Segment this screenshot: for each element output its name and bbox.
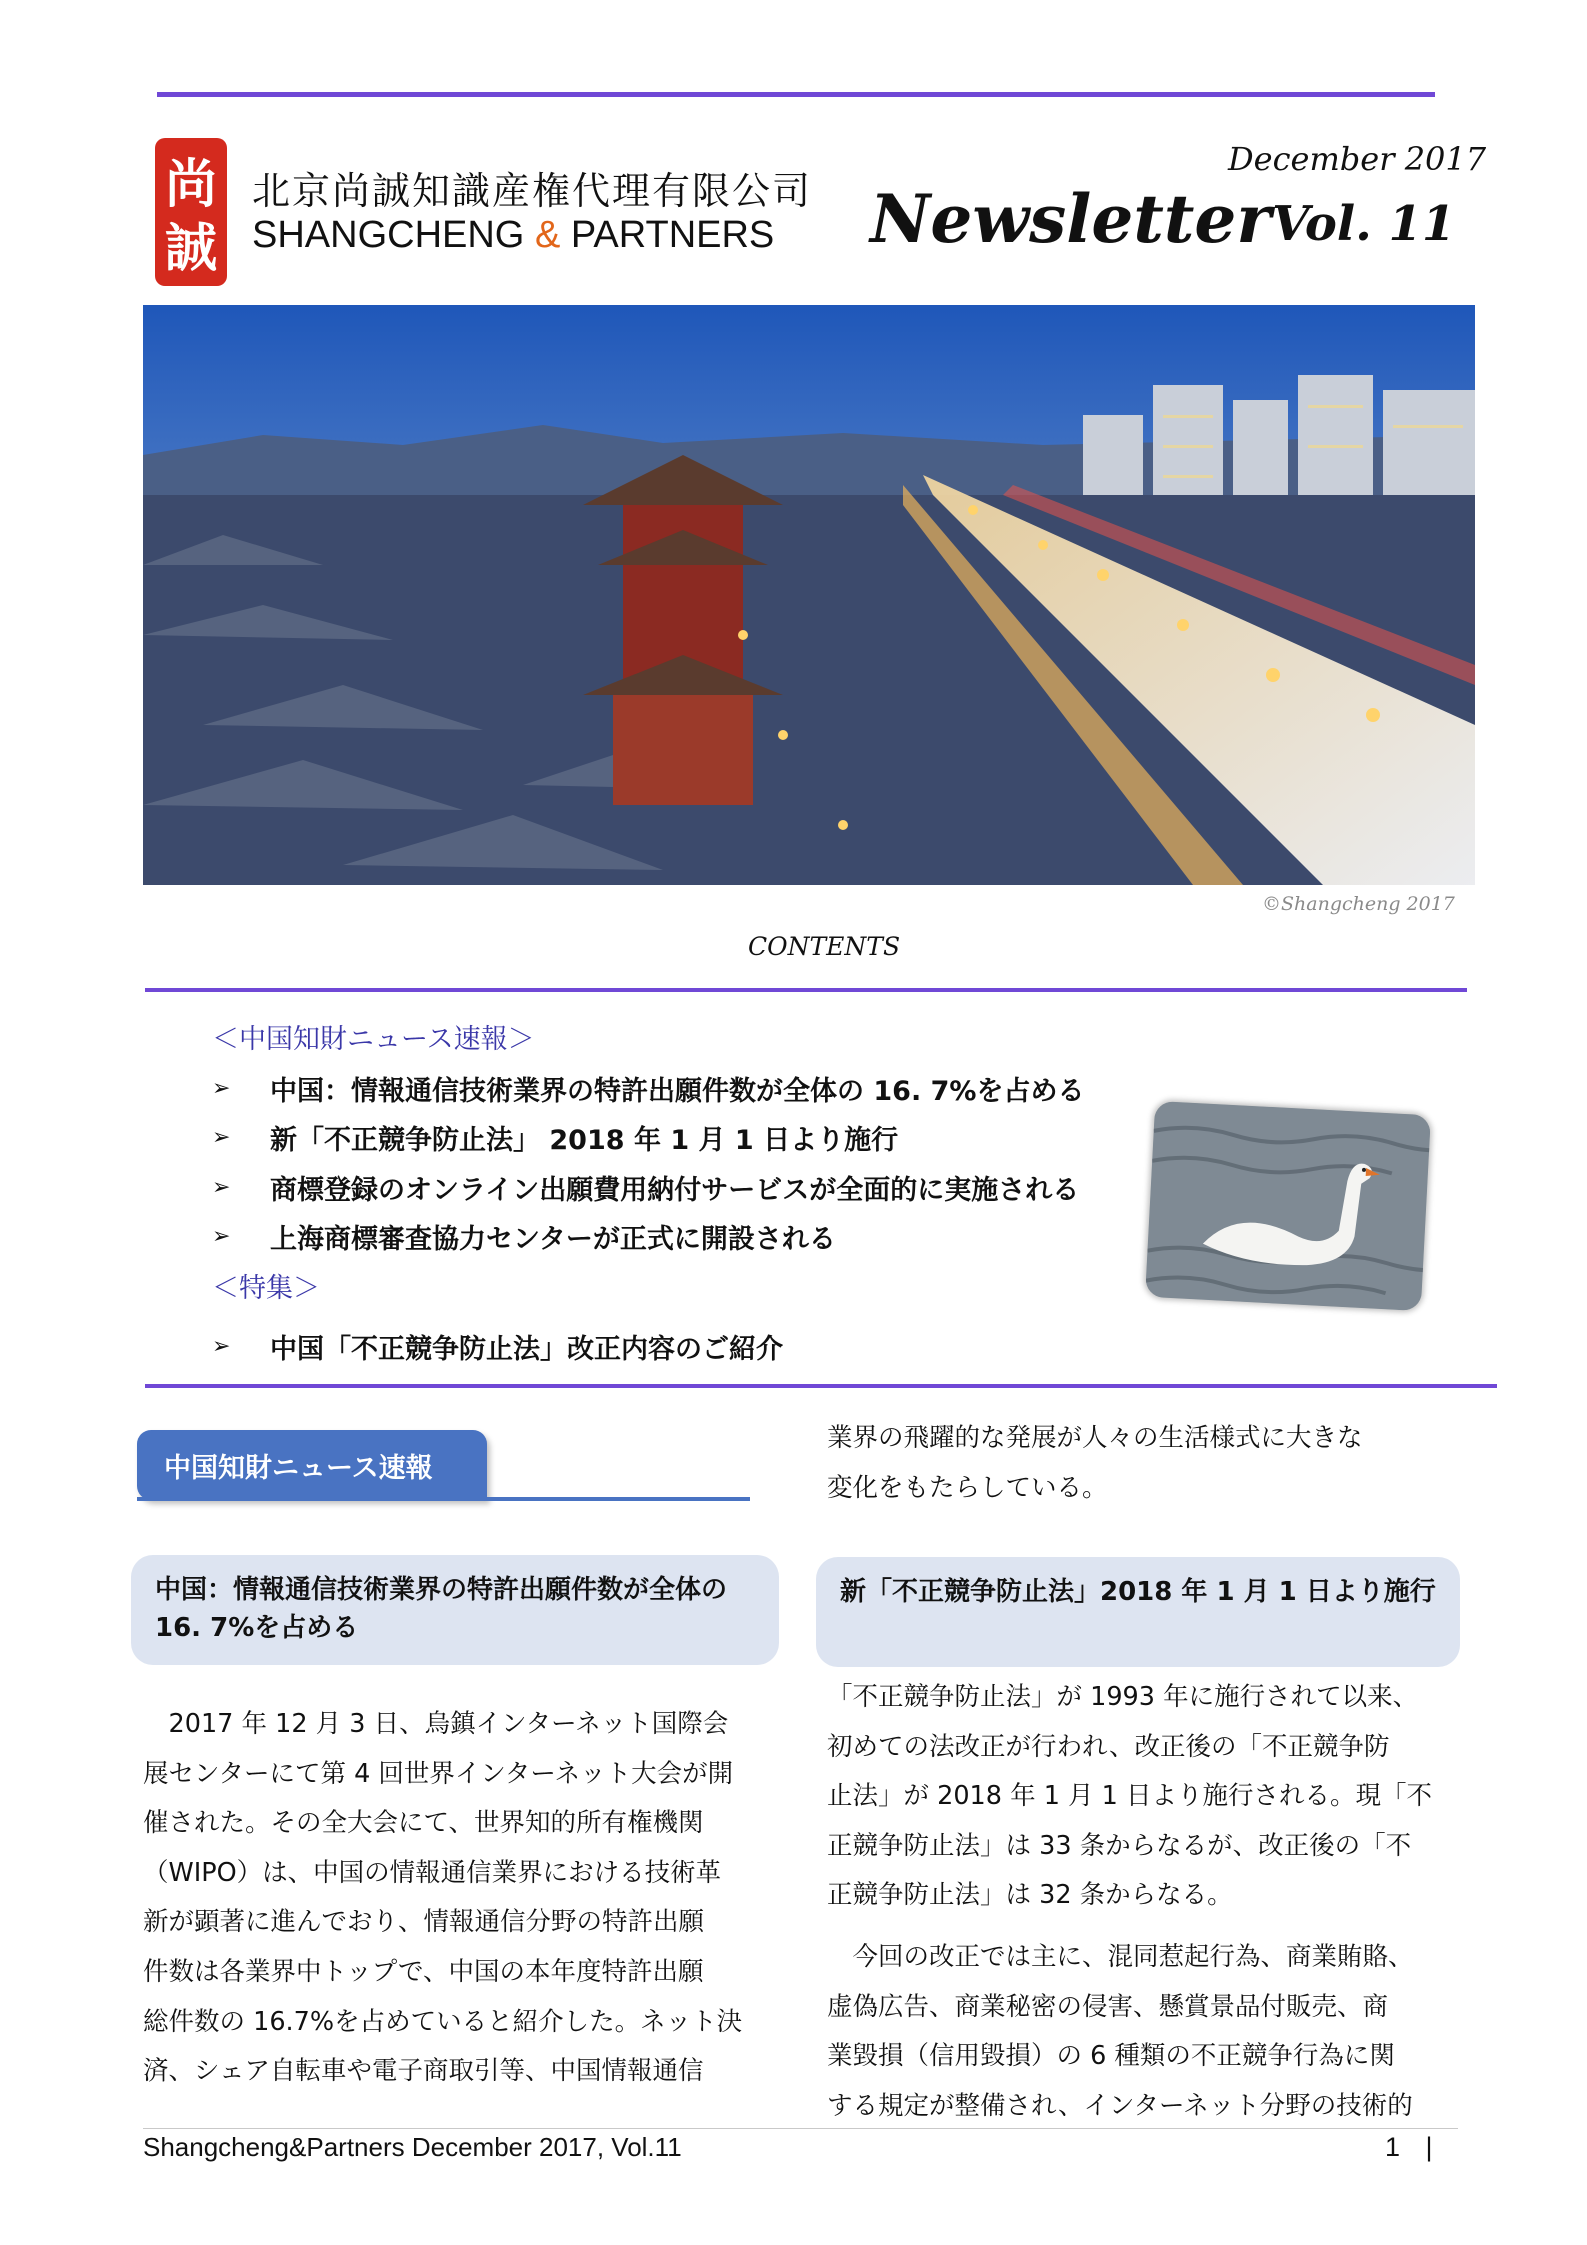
toc-news-item-label: 商標登録のオンライン出願費用納付サービスが全面的に実施される — [270, 1175, 1080, 1206]
svg-text:尚: 尚 — [164, 154, 218, 215]
text-line: （WIPO）は、中国の情報通信業界における技術革 — [143, 1857, 722, 1888]
company-name-chinese: 北京尚誠知識産権代理有限公司 — [252, 169, 813, 213]
company-name-english — [252, 214, 774, 257]
toc-news-item-label: 上海商標審査協力センターが正式に開設される — [270, 1224, 836, 1255]
text-line: 総件数の 16.7%を占めていると紹介した。ネット決 — [143, 2006, 743, 2037]
arrow-bullet-icon: ➢ — [212, 1224, 231, 1249]
footer-page — [1385, 2132, 1433, 2163]
article-body — [827, 1933, 1477, 2131]
article-body — [143, 1700, 788, 2097]
text-line: 虚偽広告、商業秘密の侵害、懸賞景品付販売、商 — [827, 1991, 1389, 2022]
newsletter-title: Newsletter — [870, 180, 1272, 258]
issue-volume: Vol. 11 — [1272, 196, 1456, 252]
arrow-bullet-icon: ➢ — [212, 1125, 231, 1150]
text-line: 初めての法改正が行われ、改正後の「不正競争防 — [827, 1731, 1390, 1762]
swan-photo — [1145, 1101, 1431, 1311]
toc-news-item[interactable] — [212, 1118, 898, 1157]
issue-date: December 2017 — [1228, 140, 1487, 178]
text-line: 済、シェア自転車や電子商取引等、中国情報通信 — [143, 2056, 704, 2087]
toc-news-item[interactable] — [212, 1217, 836, 1256]
arrow-bullet-icon: ➢ — [212, 1334, 231, 1359]
svg-text:誠: 誠 — [164, 218, 218, 279]
text-line: 新が顕著に進んでおり、情報通信分野の特許出願 — [143, 1907, 705, 1938]
toc-feature-heading: ＜特集＞ — [212, 1273, 320, 1304]
company-name-left: SHANGCHENG — [252, 214, 525, 256]
contents-bottom-rule — [145, 1384, 1497, 1388]
company-name-ampersand: & — [534, 214, 561, 256]
arrow-bullet-icon: ➢ — [212, 1175, 231, 1200]
text-line: 「不正競争防止法」が 1993 年に施行されて以来、 — [827, 1682, 1419, 1712]
contents-title: CONTENTS — [748, 932, 901, 961]
toc-news-item[interactable] — [212, 1168, 1079, 1207]
text-line: 正競争防止法」は 32 条からなる。 — [827, 1880, 1233, 1911]
text-line: 今回の改正では主に、混同惹起行為、商業賄賂、 — [827, 1942, 1414, 1972]
text-line: 展センターにて第 4 回世界インターネット大会が開 — [143, 1758, 734, 1789]
text-line: 止法」が 2018 年 1 月 1 日より施行される。現「不 — [827, 1781, 1432, 1812]
toc-news-item-label: 中国：情報通信技術業界の特許出願件数が全体の 16. 7%を占める — [270, 1076, 1085, 1107]
text-line: 業毀損（信用毀損）の 6 種類の不正競争行為に関 — [827, 2041, 1395, 2072]
toc-news-item-label: 新「不正競争防止法」 2018 年 1 月 1 日より施行 — [270, 1125, 899, 1156]
arrow-bullet-icon: ➢ — [212, 1076, 231, 1101]
text-line: 業界の飛躍的な発展が人々の生活様式に大きな — [827, 1423, 1363, 1453]
article-heading: 中国：情報通信技術業界の特許出願件数が全体の 16. 7%を占める — [131, 1555, 779, 1665]
article-body — [827, 1673, 1477, 1921]
toc-feature-item-label: 中国「不正競争防止法」改正内容のご紹介 — [270, 1334, 783, 1365]
text-line: 催された。その全大会にて、世界知的所有権機関 — [143, 1808, 704, 1839]
footer-publication: Shangcheng&Partners December 2017, Vol.11 — [143, 2132, 682, 2162]
text-line: 正競争防止法」は 33 条からなるが、改正後の「不 — [827, 1830, 1412, 1861]
top-rule — [157, 92, 1435, 97]
text-line: 2017 年 12 月 3 日、烏鎮インターネット国際会 — [143, 1709, 729, 1739]
footer-rule — [143, 2128, 1458, 2129]
swan-illustration — [1145, 1101, 1431, 1311]
company-name-right: PARTNERS — [570, 214, 775, 256]
article-heading: 新「不正競争防止法」2018 年 1 月 1 日より施行 — [816, 1557, 1460, 1667]
toc-news-item[interactable] — [212, 1069, 1084, 1108]
beijing-night-photo — [143, 305, 1475, 885]
page-number: 1 — [1385, 2132, 1401, 2162]
photo-copyright: ©Shangcheng 2017 — [1262, 893, 1455, 915]
page-separator: | — [1425, 2132, 1433, 2162]
article-body-continued — [827, 1414, 1477, 1513]
contents-top-rule — [145, 988, 1467, 992]
company-seal-logo — [155, 138, 227, 286]
toc-feature-item[interactable] — [212, 1327, 783, 1366]
text-line: する規定が整備され、インターネット分野の技術的 — [827, 2090, 1413, 2121]
text-line: 件数は各業界中トップで、中国の本年度特許出願 — [143, 1956, 704, 1987]
section-tab: 中国知財ニュース速報 — [137, 1430, 487, 1500]
text-line: 変化をもたらしている。 — [827, 1472, 1108, 1503]
section-tab-underline — [137, 1497, 750, 1501]
toc-news-heading: ＜中国知財ニュース速報＞ — [212, 1024, 535, 1055]
